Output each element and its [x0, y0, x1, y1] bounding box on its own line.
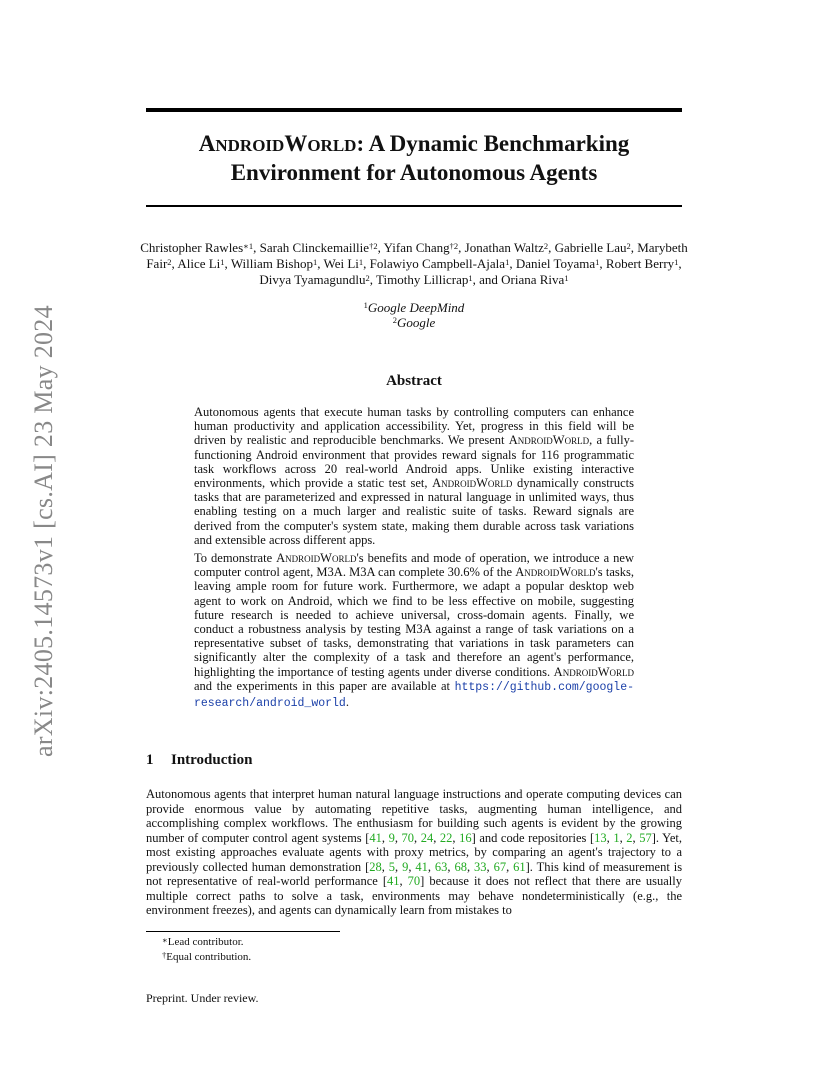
author-mark: 1: [564, 273, 569, 283]
author-mark: 1: [674, 257, 679, 267]
author-name: Robert Berry: [605, 256, 675, 271]
citation-link[interactable]: 9: [402, 859, 409, 874]
abstract-paragraph: Autonomous agents that execute human tasks by controlling computers can enhance human productivity and application accessibility. Yet, progress in this field will be driven by realistic and reproducible benchmarks. We present AndroidWorld, a fully-functioning Android environment that provides reward signals for 116 programmatic task workflows across 20 real-world Android apps. Unlike existing interactive environments, which provide a static test set, AndroidWorld dynamically constructs tasks that are parameterized and expressed in natural language in unlimited ways, thus enabling testing on a much larger and realistic suite of tasks. Reward signals are derived from the computer's system state, making them durable across task variations and extensible across different apps.: [194, 405, 634, 547]
author-mark: †2: [369, 241, 378, 251]
author-name: Christopher Rawles: [140, 240, 244, 255]
author-name: William Bishop: [230, 256, 313, 271]
author-name: Daniel Toyama: [515, 256, 596, 271]
title-top-rule: [146, 108, 682, 112]
abstract-heading: Abstract: [386, 373, 442, 389]
author-name: Sarah Clinckemaillie: [259, 240, 370, 255]
introduction-body: [146, 787, 682, 918]
citation-link[interactable]: 5: [388, 859, 396, 874]
citation-link[interactable]: 28: [369, 859, 382, 874]
title-bottom-rule: [146, 205, 682, 207]
author-name: Marybeth Fair: [146, 240, 688, 271]
citation-link[interactable]: 70: [407, 874, 421, 888]
citation-link[interactable]: 1: [613, 830, 620, 845]
author-mark: 2: [626, 241, 631, 251]
citation-link[interactable]: 9: [388, 830, 395, 845]
author-name: Timothy Lillicrap: [376, 272, 469, 287]
author-mark: 1: [468, 273, 473, 283]
github-link[interactable]: https://github.com/google-research/android_world: [194, 680, 634, 711]
author-name: Divya Tyamagundlu: [259, 272, 366, 287]
citation-link[interactable]: 63: [434, 859, 448, 874]
citation-link[interactable]: 24: [420, 830, 434, 845]
citation-link[interactable]: 2: [626, 830, 633, 845]
preprint-note: Preprint. Under review.: [146, 991, 259, 1005]
author-mark: 2: [365, 273, 370, 283]
author-mark: 1: [358, 257, 364, 267]
author-mark: †2: [449, 241, 459, 251]
citation-link[interactable]: 57: [639, 830, 652, 845]
author-name: Oriana Riva: [501, 272, 565, 287]
affiliation-1: $^1$Google DeepMind: [363, 300, 465, 315]
author-name: Yifan Chang: [383, 240, 450, 255]
citation-link[interactable]: 13: [594, 830, 607, 845]
citation-link[interactable]: 41: [387, 874, 400, 888]
author-mark: 1: [220, 257, 225, 267]
footnote-1: ∗Lead contributor.: [162, 935, 244, 948]
footnote-rule: [146, 931, 340, 932]
section-heading: 1 Introduction: [146, 752, 253, 768]
citation-link[interactable]: 68: [454, 859, 467, 874]
citation-link[interactable]: 41: [369, 830, 382, 845]
title-line-1: ANDROIDWORLD: A Dynamic Benchmarking: [198, 131, 630, 156]
title-line-2: Environment for Autonomous Agents: [230, 160, 598, 185]
author-name: Wei Li: [323, 256, 359, 271]
paper-title: [146, 130, 682, 186]
author-name: Gabrielle Lau: [554, 240, 627, 255]
footnote-2: †Equal contribution.: [162, 950, 252, 963]
affiliations: [146, 300, 682, 330]
intro-paragraph: Autonomous agents that interpret human natural language instructions and operate computing devices can provide enormous value by automating repetitive tasks, augmenting human intelligence, and accomplishing complex workflows. The enthusiasm for building such agents is evident by the growing number of computer control agent systems [41, 9, 70, 24, 22, 16] and code repositories [13, 1, 2, 57]. Yet, most existing approaches evaluate agents with proxy metrics, by comparing an agent's trajectory to a previously collected human demonstration [28, 5, 9, 41, 63, 68, 33, 67, 61]. This kind of measurement is not representative of real-world performance [41, 70] because it does not reflect that there are usually multiple correct paths to solve a task, environments may behave nondeterministically (e.g., the environment freezes), and agents can dynamically learn from mistakes to: [146, 787, 683, 917]
citation-link[interactable]: 33: [474, 859, 487, 874]
citation-link[interactable]: 22: [439, 830, 453, 845]
author-mark: 2: [167, 257, 172, 267]
author-mark: 1: [505, 257, 510, 267]
author-name: Folawiyo Campbell-Ajala: [369, 256, 506, 271]
citation-link[interactable]: 41: [415, 859, 428, 874]
affiliation-2: $^2$Google: [392, 315, 436, 330]
citation-link[interactable]: 16: [459, 830, 472, 845]
citation-link[interactable]: 70: [401, 830, 415, 845]
author-name: Alice Li: [177, 256, 221, 271]
author-mark: 1: [312, 257, 318, 267]
abstract-body: [194, 405, 634, 711]
author-list: Christopher Rawles$^{∗1}$, Sarah Clinckemaillie$^{\dagger 2}$, Yifan Chang$^{\dagger 2}$, Jonathan Waltz$^2$, Gabrielle Lau$^2$, Marybeth Fair$^2$, Alice Li$^1$, William Bishop$^1$, Wei Li$^1$, Folawiyo Campbell-Ajala$^1$, Daniel Toyama$^1$, Robert Berry$^1$, Divya Tyamagundlu$^2$, Timothy Lillicrap$^1$, and Oriana Riva$^1$: [140, 240, 688, 287]
author-mark: 1: [595, 257, 600, 267]
abstract-paragraph: To demonstrate AndroidWorld's benefits and mode of operation, we introduce a new computer control agent, M3A. M3A can complete 30.6% of the AndroidWorld's tasks, leaving ample room for future work. Furthermore, we adapt a popular desktop web agent to work on Android, which we find to be less effective on mobile, suggesting future research is needed to achieve universal, cross-domain agents. Finally, we conduct a robustness analysis by testing M3A against a range of task variations on a representative subset of tasks, demonstrating that variations in task parameters can significantly alter the complexity of a task and therefore an agent's performance, highlighting the importance of testing agents under diverse conditions. AndroidWorld and the experiments in this paper are available at https://github.com/google-research/android_world.: [194, 551, 634, 711]
author-mark: 2: [543, 241, 549, 251]
citation-link[interactable]: 67: [493, 859, 507, 874]
author-name: Jonathan Waltz: [464, 240, 544, 255]
author-mark: ∗1: [243, 241, 254, 251]
arxiv-stamp: arXiv:2405.14573v1 [cs.AI] 23 May 2024: [29, 305, 58, 757]
citation-link[interactable]: 61: [513, 859, 526, 874]
